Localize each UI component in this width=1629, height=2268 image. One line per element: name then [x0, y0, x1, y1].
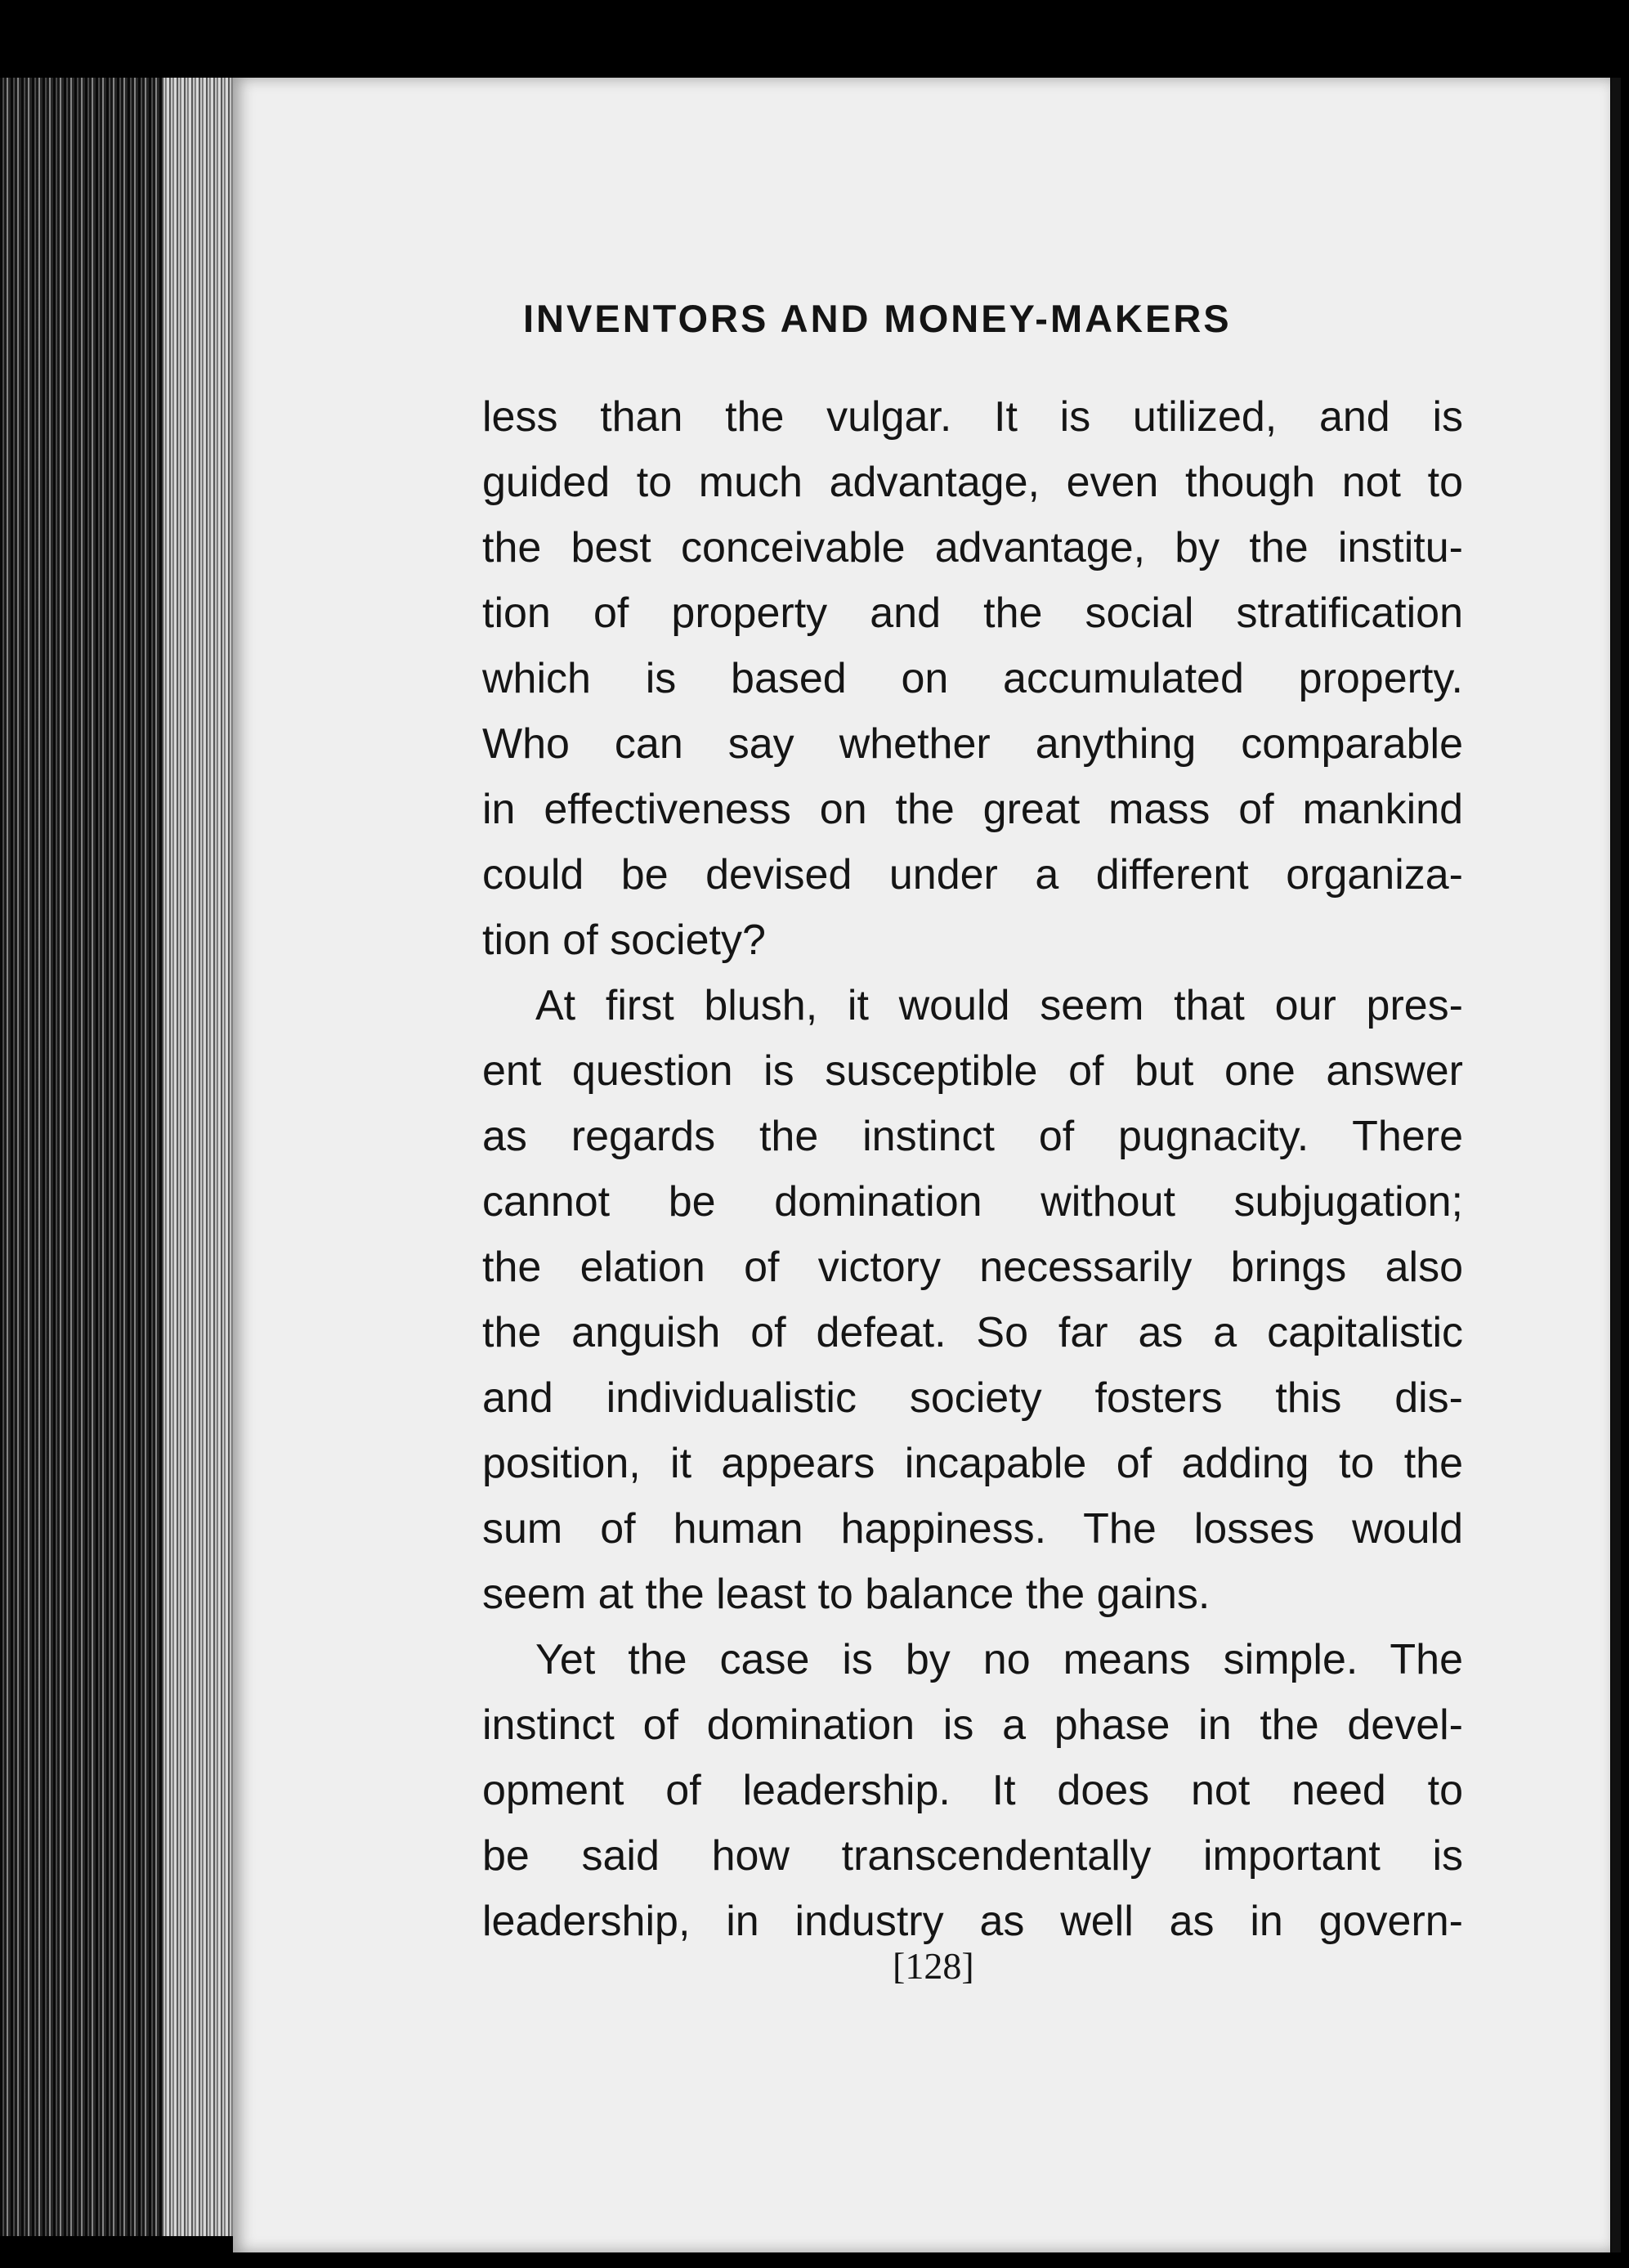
text-line: could be devised under a different organiza-	[482, 851, 1463, 899]
text-line: less than the vulgar. It is utilized, and is	[482, 393, 1463, 441]
text-line: which is based on accumulated property.	[482, 655, 1463, 702]
text-line: sum of human happiness. The losses would	[482, 1505, 1463, 1553]
text-line: as regards the instinct of pugnacity. There	[482, 1113, 1463, 1160]
text-line: ent question is susceptible of but one answer	[482, 1047, 1463, 1095]
text-line: be said how transcendentally important is	[482, 1832, 1463, 1880]
text-line: opment of leadership. It does not need to	[482, 1767, 1463, 1814]
running-head: INVENTORS AND MONEY-MAKERS	[523, 297, 1232, 340]
text-line: in effectiveness on the great mass of mankind	[482, 786, 1463, 833]
text-line: At first blush, it would seem that our pres-	[535, 982, 1463, 1029]
text-line: Yet the case is by no means simple. The	[535, 1636, 1463, 1683]
text-line: cannot be domination without subjugation;	[482, 1178, 1463, 1226]
text-line: and individualistic society fosters this dis-	[482, 1374, 1463, 1422]
body-text	[482, 384, 1463, 1954]
text-line: Who can say whether anything comparable	[482, 720, 1463, 768]
text-line: tion of society?	[482, 917, 766, 964]
text-line: position, it appears incapable of adding to the	[482, 1440, 1463, 1487]
text-line: instinct of domination is a phase in the devel-	[482, 1701, 1463, 1749]
text-line: seem at the least to balance the gains.	[482, 1571, 1211, 1618]
scan-border	[1611, 78, 1621, 2252]
text-line: the best conceivable advantage, by the institu-	[482, 524, 1463, 571]
text-line: the elation of victory necessarily brings also	[482, 1244, 1463, 1291]
page-number: [128]	[893, 1945, 974, 1987]
text-line: the anguish of defeat. So far as a capitalistic	[482, 1309, 1463, 1356]
text-line: leadership, in industry as well as in govern-	[482, 1898, 1463, 1945]
book-page-edges	[0, 78, 253, 2236]
text-line: tion of property and the social stratification	[482, 589, 1463, 637]
text-line: guided to much advantage, even though not to	[482, 459, 1463, 506]
